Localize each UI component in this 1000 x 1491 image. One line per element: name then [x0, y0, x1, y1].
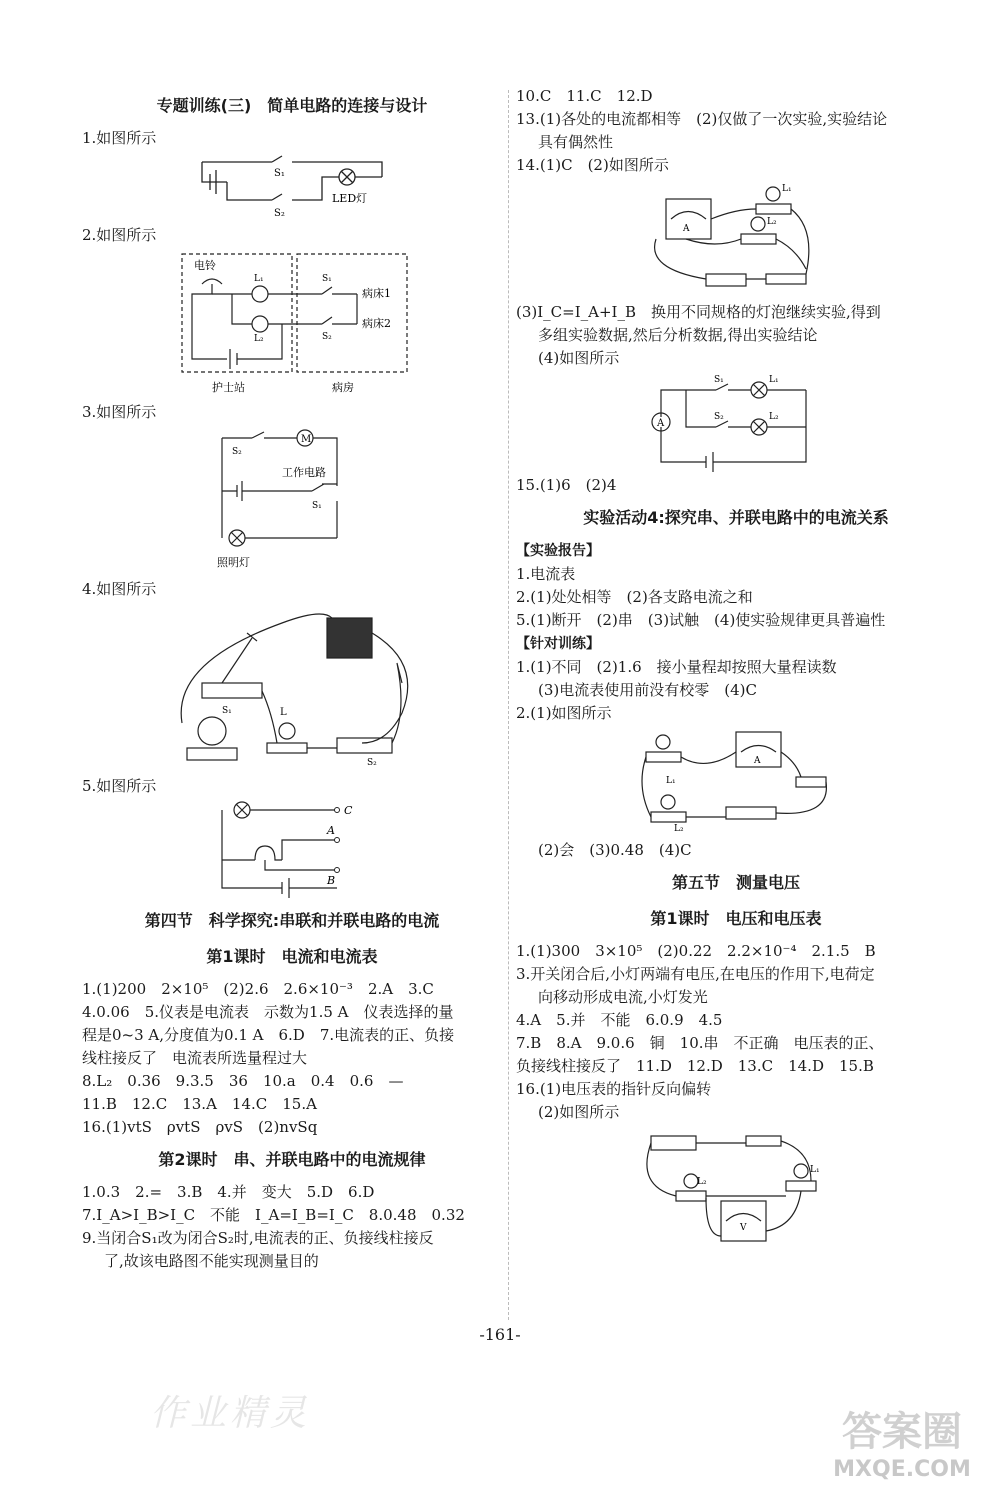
answer-line: 4.A 5.并 不能 6.0.9 4.5 [516, 1011, 723, 1029]
left-column [82, 85, 502, 1273]
answer-line: (2)会 (3)0.48 (4)C [538, 841, 692, 859]
answer-line: 9.当闭合S₁改为闭合S₂时,电流表的正、负接线柱接反 [82, 1229, 434, 1247]
fig5-a: A [327, 824, 335, 837]
watermark-right-title: 答案圈 [842, 1409, 962, 1455]
answer-line: 8.L₂ 0.36 9.3.5 36 10.a 0.4 0.6 — [82, 1072, 404, 1090]
svg-text:L₂: L₂ [674, 824, 684, 834]
fig2-s1: S₁ [322, 274, 332, 284]
fig1-s1: S₁ [274, 168, 285, 179]
lesson-title-1: 第1课时 电流和电流表 [206, 947, 378, 966]
circuit-figure-tr2 [636, 727, 836, 837]
experiment-title: 实验活动4:探究串、并联电路中的电流关系 [583, 508, 889, 527]
circuit-figure-14b [646, 372, 826, 472]
svg-text:L₂: L₂ [697, 1177, 707, 1187]
answer-line: 1.0.3 2.= 3.B 4.并 变大 5.D 6.D [82, 1183, 375, 1201]
section-title-4: 第四节 科学探究:串联和并联电路的电流 [144, 911, 440, 930]
answer-line: 了,故该电路图不能实现测量目的 [104, 1252, 319, 1270]
answer-line: (4)如图所示 [538, 349, 620, 367]
training-heading: 【针对训练】 [516, 636, 600, 652]
fig4-s2: S₂ [367, 758, 377, 768]
fig2-l2: L₂ [254, 334, 264, 344]
svg-text:A: A [754, 756, 761, 766]
fig2-nurse: 护士站 [212, 381, 245, 394]
answer-line: 线柱接反了 电流表所选量程过大 [82, 1049, 308, 1067]
answer-line: 7.B 8.A 9.0.6 铜 10.串 不正确 电压表的正、 [516, 1034, 884, 1052]
fig1-s2: S₂ [274, 208, 285, 219]
fig14-l2: L₂ [769, 412, 779, 422]
page-number: -161- [479, 1325, 521, 1344]
answer-line: 7.I_A>I_B>I_C 不能 I_A=I_B=I_C 8.0.48 0.32 [82, 1206, 465, 1224]
q1-label: 1.如图所示 [82, 129, 157, 147]
section-title-topic3: 专题训练(三) 简单电路的连接与设计 [156, 96, 428, 115]
svg-text:L₁: L₁ [666, 776, 676, 786]
answer-line: 1.电流表 [516, 565, 576, 583]
fig3-s2: S₂ [232, 447, 242, 457]
answer-line: 向移动形成电流,小灯发光 [538, 988, 708, 1006]
answer-line: 负接线柱接反了 11.D 12.D 13.C 14.D 15.B [516, 1057, 874, 1075]
lesson-title-2: 第2课时 串、并联电路中的电流规律 [158, 1150, 426, 1169]
answers-lesson-1 [82, 978, 502, 1139]
answer-line: 5.(1)断开 (2)串 (3)试触 (4)使实验规律更具普遍性 [516, 611, 886, 629]
svg-text:V: V [740, 1223, 747, 1233]
fig5-b: B [327, 874, 336, 887]
answer-line: 多组实验数据,然后分析数据,得出实验结论 [538, 326, 818, 344]
circuit-figure-14a [646, 179, 826, 299]
circuit-figure-2 [172, 249, 412, 399]
answer-line: (2)如图所示 [538, 1103, 620, 1121]
fig5-c: C [344, 804, 353, 817]
watermark-url: MXQE.COM [833, 1457, 971, 1482]
fig2-s2: S₂ [322, 332, 332, 342]
q4-label: 4.如图所示 [82, 580, 157, 598]
circuit-figure-v16 [636, 1126, 836, 1256]
answers-lesson-2 [82, 1181, 502, 1273]
fig4-s1: S₁ [222, 706, 232, 716]
q5-label: 5.如图所示 [82, 777, 157, 795]
answer-line: 13.(1)各处的电流都相等 (2)仅做了一次实验,实验结论 [516, 110, 888, 128]
fig3-s1: S₁ [312, 501, 322, 511]
fig2-bed2: 病床2 [362, 317, 391, 330]
watermark-logo [812, 1400, 992, 1482]
circuit-figure-4 [162, 603, 422, 773]
answer-line: 具有偶然性 [538, 133, 614, 151]
q3-label: 3.如图所示 [82, 403, 157, 421]
answer-line: 1.(1)300 3×10⁵ (2)0.22 2.2×10⁻⁴ 2.1.5 B [516, 942, 876, 960]
answer-line: 16.(1)vtS ρvtS ρvS (2)nvSq [82, 1118, 318, 1136]
circuit-figure-1 [182, 152, 402, 222]
answer-line: 1.(1)200 2×10⁵ (2)2.6 2.6×10⁻³ 2.A 3.C [82, 980, 434, 998]
svg-text:L₁: L₁ [810, 1165, 820, 1175]
fig14-a: A [657, 418, 665, 429]
report-heading: 【实验报告】 [516, 543, 600, 559]
fig2-bed1: 病床1 [362, 287, 391, 300]
fig3-work: 工作电路 [282, 466, 326, 479]
fig3-m: M [301, 434, 312, 445]
circuit-figure-5 [207, 800, 377, 900]
answer-line: 16.(1)电压表的指针反向偏转 [516, 1080, 712, 1098]
right-column [516, 85, 956, 1258]
answer-line: (3)电流表使用前没有校零 (4)C [538, 681, 757, 699]
q2-label: 2.如图所示 [82, 226, 157, 244]
watermark-left: 作业精灵 [150, 1393, 311, 1434]
answer-line: 11.B 12.C 13.A 14.C 15.A [82, 1095, 317, 1113]
fig4-l: L [280, 707, 287, 718]
answer-line: 程是0~3 A,分度值为0.1 A 6.D 7.电流表的正、负接 [82, 1026, 455, 1044]
section-title-5: 第五节 测量电压 [671, 873, 800, 892]
fig2-ward: 病房 [332, 381, 354, 394]
fig14-s1: S₁ [714, 375, 724, 385]
answer-line: 4.0.06 5.仪表是电流表 示数为1.5 A 仪表选择的量 [82, 1003, 454, 1021]
fig14-l1: L₁ [769, 375, 779, 385]
fig14-s2: S₂ [714, 412, 724, 422]
answer-line: 2.(1)处处相等 (2)各支路电流之和 [516, 588, 753, 606]
fig3-lamp: 照明灯 [217, 556, 250, 569]
fig1-led: LED灯 [332, 192, 368, 205]
circuit-figure-3 [202, 426, 382, 576]
answer-line: 1.(1)不同 (2)1.6 接小量程却按照大量程读数 [516, 658, 837, 676]
answer-line: 3.开关闭合后,小灯两端有电压,在电压的作用下,电荷定 [516, 965, 875, 983]
svg-text:L₁: L₁ [782, 184, 792, 194]
answer-line: 14.(1)C (2)如图所示 [516, 156, 669, 174]
answer-line: 10.C 11.C 12.D [516, 87, 653, 105]
lesson-title-5-1: 第1课时 电压和电压表 [650, 909, 822, 928]
answer-line: (3)I_C=I_A+I_B 换用不同规格的灯泡继续实验,得到 [516, 303, 881, 321]
answer-line: 2.(1)如图所示 [516, 704, 612, 722]
fig2-bell: 电铃 [194, 259, 216, 272]
answer-line: 15.(1)6 (2)4 [516, 476, 617, 494]
svg-text:A: A [683, 224, 690, 234]
svg-text:L₂: L₂ [767, 217, 777, 227]
fig2-l1: L₁ [254, 274, 264, 284]
column-divider [508, 90, 509, 1320]
